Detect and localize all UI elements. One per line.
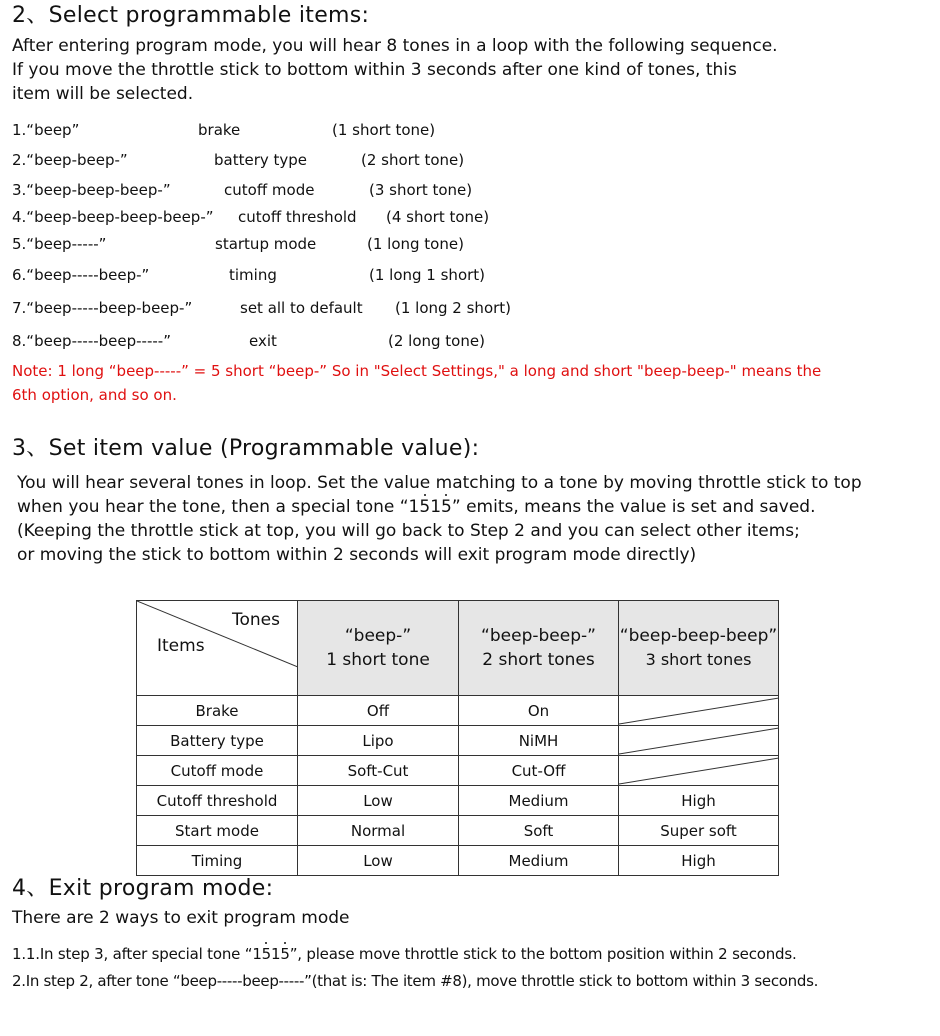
item-4-desc: (4 short tone) <box>386 208 490 226</box>
row-value-1: Normal <box>298 816 459 846</box>
programmable-values-table <box>136 600 779 876</box>
section-2-intro-line-1: After entering program mode, you will hear 8 tones in a loop with the following sequence. <box>12 36 778 56</box>
row-value-3-empty <box>619 756 779 786</box>
item-7-name: set all to default <box>240 299 363 317</box>
row-value-2: Cut-Off <box>459 756 619 786</box>
row-value-2: On <box>459 696 619 726</box>
row-value-1: Low <box>298 786 459 816</box>
row-item: Battery type <box>137 726 298 756</box>
item-2-name: battery type <box>214 151 308 169</box>
row-value-2: Medium <box>459 846 619 876</box>
item-5-tone: 5.“beep-----” <box>12 235 107 253</box>
row-item: Cutoff mode <box>137 756 298 786</box>
item-1-tone: 1.“beep” <box>12 121 80 139</box>
row-value-2: Medium <box>459 786 619 816</box>
section-3-para-line-1: You will hear several tones in loop. Set the value matching to a tone by moving throttle stick to top <box>17 473 862 493</box>
section-2-intro-line-3: item will be selected. <box>12 84 194 104</box>
item-4-name: cutoff threshold <box>238 208 357 226</box>
section-3-heading: 3、Set item value (Programmable value): <box>12 436 480 461</box>
table-row <box>137 756 779 786</box>
item-2-tone: 2.“beep-beep-” <box>12 151 128 169</box>
row-value-1: Soft-Cut <box>298 756 459 786</box>
item-6-tone: 6.“beep-----beep-” <box>12 266 150 284</box>
item-1-desc: (1 short tone) <box>332 121 436 139</box>
column-header-3: “beep-beep-beep” 3 short tones <box>619 601 779 696</box>
special-tone-digits: 1 51 5 <box>252 945 289 963</box>
row-value-3: High <box>619 846 779 876</box>
corner-items-label: Items <box>157 636 205 656</box>
row-value-3: High <box>619 786 779 816</box>
table-corner-cell <box>137 601 298 696</box>
section-2-heading: 2、Select programmable items: <box>12 3 370 28</box>
special-tone-digits: 1 51 5 <box>409 497 452 517</box>
row-value-3-empty <box>619 726 779 756</box>
column-header-2: “beep-beep-” 2 short tones <box>459 601 619 696</box>
row-item: Timing <box>137 846 298 876</box>
row-value-2: Soft <box>459 816 619 846</box>
item-8-desc: (2 long tone) <box>388 332 485 350</box>
item-5-name: startup mode <box>215 235 317 253</box>
item-7-tone: 7.“beep-----beep-beep-” <box>12 299 193 317</box>
table-row <box>137 696 779 726</box>
exit-method-2: 2.In step 2, after tone “beep-----beep-----”(that is: The item #8), move throttle stick to bottom within 3 seconds. <box>12 972 819 990</box>
section-4-heading: 4、Exit program mode: <box>12 876 274 901</box>
note-line-1: Note: 1 long “beep-----” = 5 short “beep-” So in "Select Settings," a long and short "beep-beep-" means the <box>12 362 822 380</box>
row-value-1: Off <box>298 696 459 726</box>
item-8-tone: 8.“beep-----beep-----” <box>12 332 171 350</box>
exit-method-1: 1.1.In step 3, after special tone “1 51 5”, please move throttle stick to the bottom position within 2 seconds. <box>12 945 797 963</box>
item-7-desc: (1 long 2 short) <box>395 299 512 317</box>
item-2-desc: (2 short tone) <box>361 151 465 169</box>
item-3-name: cutoff mode <box>224 181 315 199</box>
item-3-tone: 3.“beep-beep-beep-” <box>12 181 171 199</box>
item-6-name: timing <box>229 266 277 284</box>
item-5-desc: (1 long tone) <box>367 235 464 253</box>
corner-tones-label: Tones <box>232 610 280 630</box>
section-4-intro: There are 2 ways to exit program mode <box>12 908 350 928</box>
section-3-para-line-2: when you hear the tone, then a special tone “1 51 5” emits, means the value is set and saved. <box>17 497 816 517</box>
row-item: Cutoff threshold <box>137 786 298 816</box>
section-3-para-line-3: (Keeping the throttle stick at top, you will go back to Step 2 and you can select other items; <box>17 521 800 541</box>
item-8-name: exit <box>249 332 277 350</box>
row-value-1: Low <box>298 846 459 876</box>
row-value-1: Lipo <box>298 726 459 756</box>
item-3-desc: (3 short tone) <box>369 181 473 199</box>
row-value-3-empty <box>619 696 779 726</box>
section-3-para-line-4: or moving the stick to bottom within 2 seconds will exit program mode directly) <box>17 545 697 565</box>
row-item: Brake <box>137 696 298 726</box>
table-row <box>137 786 779 816</box>
table-row <box>137 816 779 846</box>
item-1-name: brake <box>198 121 241 139</box>
note-line-2: 6th option, and so on. <box>12 386 177 404</box>
section-2-intro-line-2: If you move the throttle stick to bottom within 3 seconds after one kind of tones, this <box>12 60 737 80</box>
row-value-2: NiMH <box>459 726 619 756</box>
column-header-1: “beep-” 1 short tone <box>298 601 459 696</box>
item-6-desc: (1 long 1 short) <box>369 266 486 284</box>
item-4-tone: 4.“beep-beep-beep-beep-” <box>12 208 214 226</box>
row-value-3: Super soft <box>619 816 779 846</box>
table-row <box>137 726 779 756</box>
row-item: Start mode <box>137 816 298 846</box>
